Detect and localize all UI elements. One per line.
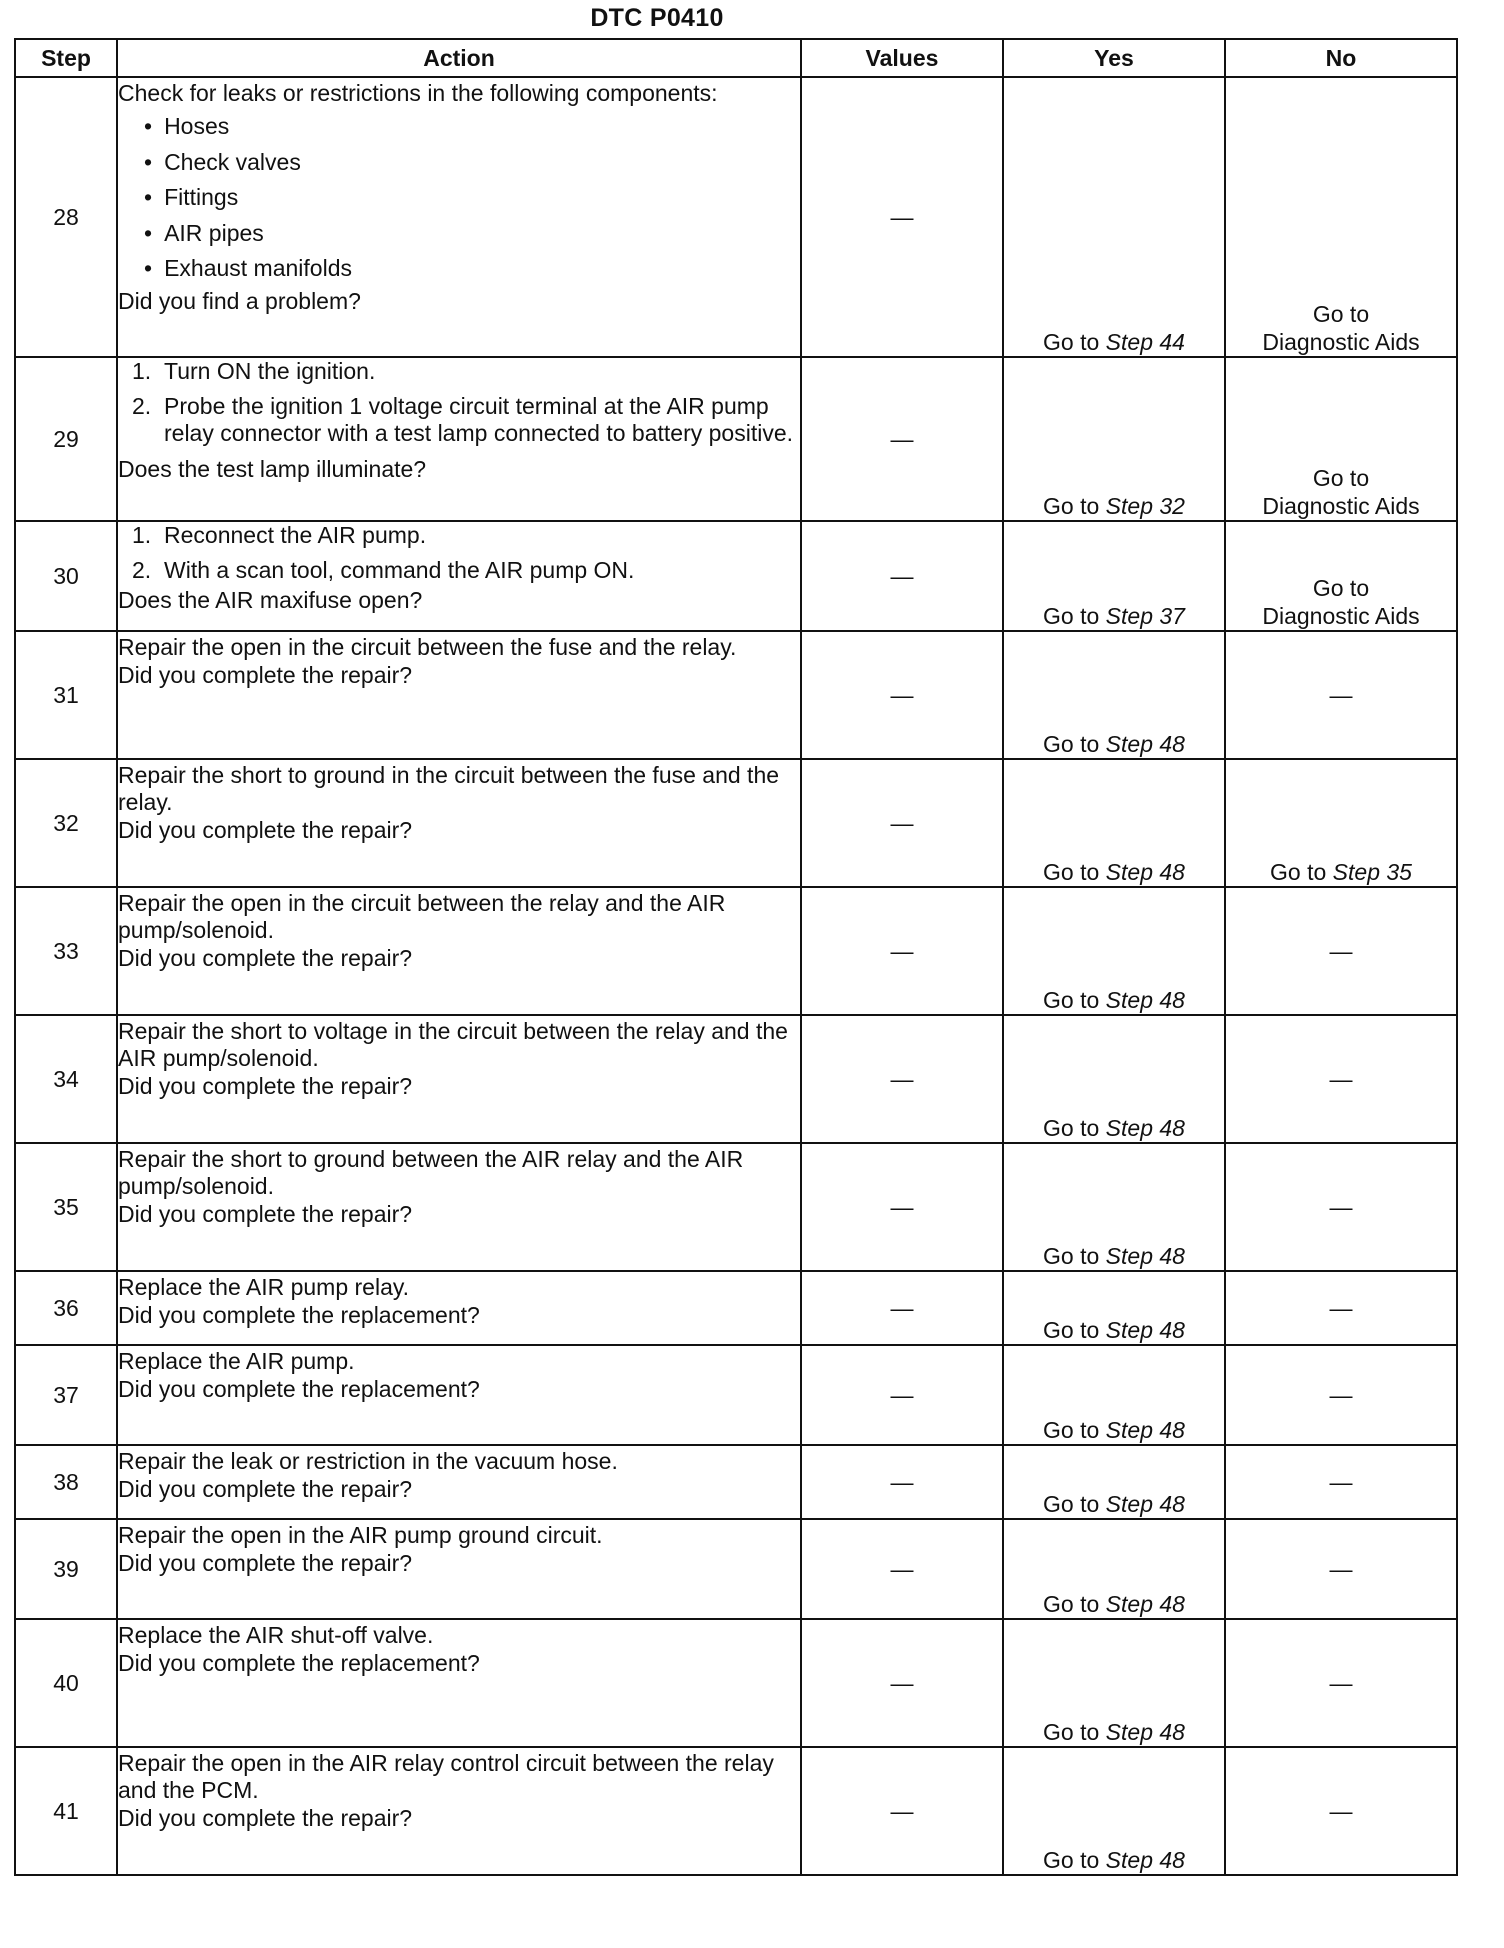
go-to-prefix: Go to bbox=[1043, 1591, 1100, 1617]
question-text: Did you complete the repair? bbox=[118, 1550, 413, 1576]
go-to-prefix: Go to bbox=[1043, 731, 1100, 757]
list-item: • Exhaust manifolds bbox=[144, 251, 800, 287]
step-number: 34 bbox=[15, 1015, 117, 1143]
table-row bbox=[15, 1747, 1457, 1875]
header-row bbox=[15, 39, 1457, 77]
list-item: 1. Reconnect the AIR pump. bbox=[132, 522, 427, 548]
no-cell: — bbox=[1225, 1519, 1457, 1619]
values-cell: — bbox=[801, 1445, 1003, 1519]
step-link[interactable]: Step 48 bbox=[1105, 1591, 1185, 1617]
go-to-prefix: Go to bbox=[1043, 493, 1100, 519]
table-row bbox=[15, 759, 1457, 887]
step-number: 33 bbox=[15, 887, 117, 1015]
question-text: Did you complete the repair? bbox=[118, 945, 413, 971]
no-cell: — bbox=[1225, 1445, 1457, 1519]
step-link[interactable]: Step 32 bbox=[1105, 493, 1185, 519]
list-item: • Fittings bbox=[144, 180, 800, 216]
action-cell bbox=[117, 77, 801, 357]
yes-cell bbox=[1003, 1519, 1225, 1619]
table-row bbox=[15, 1271, 1457, 1345]
step-number: 40 bbox=[15, 1619, 117, 1747]
yes-cell bbox=[1003, 1345, 1225, 1445]
table-row bbox=[15, 631, 1457, 759]
go-to-prefix: Go to bbox=[1043, 987, 1100, 1013]
values-cell: — bbox=[801, 521, 1003, 631]
go-to-prefix: Go to bbox=[1043, 1317, 1100, 1343]
table-row bbox=[15, 77, 1457, 357]
question-text: Did you complete the repair? bbox=[118, 1476, 413, 1502]
step-link[interactable]: Step 48 bbox=[1105, 1417, 1185, 1443]
no-cell: — bbox=[1225, 631, 1457, 759]
values-cell: — bbox=[801, 77, 1003, 357]
diagnostic-aids-link[interactable]: Go to Diagnostic Aids bbox=[1262, 575, 1420, 629]
yes-cell bbox=[1003, 1143, 1225, 1271]
question-text: Did you complete the repair? bbox=[118, 1805, 413, 1831]
action-text: Replace the AIR pump. bbox=[118, 1348, 355, 1374]
step-link[interactable]: Step 48 bbox=[1105, 859, 1185, 885]
action-text: Repair the open in the AIR relay control circuit between the relay and the PCM. bbox=[118, 1750, 774, 1803]
step-link[interactable]: Step 37 bbox=[1105, 603, 1185, 629]
column-header-step: Step bbox=[15, 39, 117, 77]
go-to-prefix: Go to bbox=[1043, 1115, 1100, 1141]
action-cell bbox=[117, 631, 801, 759]
step-link[interactable]: Step 48 bbox=[1105, 987, 1185, 1013]
action-cell bbox=[117, 759, 801, 887]
table-row bbox=[15, 357, 1457, 521]
action-cell bbox=[117, 1619, 801, 1747]
step-number: 30 bbox=[15, 521, 117, 631]
no-cell bbox=[1225, 357, 1457, 521]
step-number: 38 bbox=[15, 1445, 117, 1519]
list-item: 2. Probe the ignition 1 voltage circuit terminal at the AIR pump relay connector with a test lamp connected to battery positive. bbox=[132, 393, 793, 446]
question-text: Did you find a problem? bbox=[118, 287, 361, 314]
step-number: 37 bbox=[15, 1345, 117, 1445]
step-link[interactable]: Step 48 bbox=[1105, 1719, 1185, 1745]
yes-cell bbox=[1003, 357, 1225, 521]
table-row bbox=[15, 1445, 1457, 1519]
action-text: Repair the open in the AIR pump ground circuit. bbox=[118, 1522, 603, 1548]
column-header-values: Values bbox=[801, 39, 1003, 77]
no-cell: — bbox=[1225, 1345, 1457, 1445]
step-number: 41 bbox=[15, 1747, 117, 1875]
step-link[interactable]: Step 48 bbox=[1105, 1115, 1185, 1141]
go-to-prefix: Go to bbox=[1270, 859, 1327, 885]
list-item: • Hoses bbox=[144, 109, 800, 145]
list-item: 2. With a scan tool, command the AIR pump ON. bbox=[132, 557, 635, 583]
action-cell bbox=[117, 1345, 801, 1445]
column-header-no: No bbox=[1225, 39, 1457, 77]
no-cell: — bbox=[1225, 887, 1457, 1015]
action-cell bbox=[117, 1271, 801, 1345]
action-text: Replace the AIR pump relay. bbox=[118, 1274, 410, 1300]
yes-cell bbox=[1003, 631, 1225, 759]
values-cell: — bbox=[801, 1143, 1003, 1271]
yes-cell bbox=[1003, 759, 1225, 887]
action-cell bbox=[117, 357, 801, 521]
yes-cell bbox=[1003, 1445, 1225, 1519]
no-cell: — bbox=[1225, 1015, 1457, 1143]
go-to-prefix: Go to bbox=[1043, 859, 1100, 885]
action-text: Repair the open in the circuit between the fuse and the relay. bbox=[118, 634, 737, 660]
yes-cell bbox=[1003, 1271, 1225, 1345]
values-cell: — bbox=[801, 1619, 1003, 1747]
no-cell bbox=[1225, 521, 1457, 631]
step-number: 28 bbox=[15, 77, 117, 357]
question-text: Did you complete the repair? bbox=[118, 817, 413, 843]
question-text: Does the AIR maxifuse open? bbox=[118, 587, 423, 613]
question-text: Does the test lamp illuminate? bbox=[118, 456, 427, 482]
list-item: • AIR pipes bbox=[144, 216, 800, 252]
table-row bbox=[15, 1345, 1457, 1445]
list-item: 1. Turn ON the ignition. bbox=[132, 358, 376, 384]
step-link[interactable]: Step 48 bbox=[1105, 1491, 1185, 1517]
table-row bbox=[15, 1015, 1457, 1143]
diagnostic-aids-link[interactable]: Go to Diagnostic Aids bbox=[1262, 301, 1420, 355]
go-to-prefix: Go to bbox=[1043, 1417, 1100, 1443]
values-cell: — bbox=[801, 631, 1003, 759]
table-row bbox=[15, 1619, 1457, 1747]
question-text: Did you complete the replacement? bbox=[118, 1650, 480, 1676]
diagnostic-aids-link[interactable]: Go to Diagnostic Aids bbox=[1262, 465, 1420, 519]
go-to-prefix: Go to bbox=[1043, 1243, 1100, 1269]
component-list bbox=[118, 109, 800, 287]
question-text: Did you complete the repair? bbox=[118, 1073, 413, 1099]
action-text: Repair the leak or restriction in the vacuum hose. bbox=[118, 1448, 618, 1474]
action-cell bbox=[117, 1015, 801, 1143]
table-row bbox=[15, 1519, 1457, 1619]
action-text: Repair the short to voltage in the circuit between the relay and the AIR pump/solenoid. bbox=[118, 1018, 788, 1071]
action-text: Check for leaks or restrictions in the following components: bbox=[118, 80, 718, 106]
go-to-prefix: Go to bbox=[1043, 1847, 1100, 1873]
values-cell: — bbox=[801, 1345, 1003, 1445]
step-number: 36 bbox=[15, 1271, 117, 1345]
step-link[interactable]: Step 48 bbox=[1105, 1317, 1185, 1343]
table-row bbox=[15, 887, 1457, 1015]
question-text: Did you complete the repair? bbox=[118, 662, 413, 688]
yes-cell bbox=[1003, 77, 1225, 357]
action-text: Repair the open in the circuit between the relay and the AIR pump/solenoid. bbox=[118, 890, 726, 943]
go-to-prefix: Go to bbox=[1043, 603, 1100, 629]
values-cell: — bbox=[801, 1747, 1003, 1875]
action-text: Repair the short to ground in the circuit between the fuse and the relay. bbox=[118, 762, 780, 815]
yes-cell bbox=[1003, 1015, 1225, 1143]
step-number: 29 bbox=[15, 357, 117, 521]
values-cell: — bbox=[801, 1271, 1003, 1345]
procedure-list bbox=[118, 522, 800, 586]
values-cell: — bbox=[801, 1015, 1003, 1143]
table-row bbox=[15, 1143, 1457, 1271]
go-to-prefix: Go to bbox=[1043, 1491, 1100, 1517]
step-link[interactable]: Step 48 bbox=[1105, 1847, 1185, 1873]
go-to-prefix: Go to bbox=[1043, 329, 1100, 355]
action-cell bbox=[117, 1143, 801, 1271]
no-cell: — bbox=[1225, 1143, 1457, 1271]
action-cell bbox=[117, 1445, 801, 1519]
action-cell bbox=[117, 521, 801, 631]
action-cell bbox=[117, 1519, 801, 1619]
page-title: DTC P0410 bbox=[590, 4, 724, 32]
step-number: 31 bbox=[15, 631, 117, 759]
yes-cell bbox=[1003, 1747, 1225, 1875]
step-link[interactable]: Step 35 bbox=[1332, 859, 1412, 885]
step-link[interactable]: Step 44 bbox=[1105, 329, 1185, 355]
yes-cell bbox=[1003, 1619, 1225, 1747]
values-cell: — bbox=[801, 759, 1003, 887]
no-cell: — bbox=[1225, 1271, 1457, 1345]
column-header-yes: Yes bbox=[1003, 39, 1225, 77]
step-number: 35 bbox=[15, 1143, 117, 1271]
values-cell: — bbox=[801, 357, 1003, 521]
step-link[interactable]: Step 48 bbox=[1105, 731, 1185, 757]
action-text: Repair the short to ground between the AIR relay and the AIR pump/solenoid. bbox=[118, 1146, 744, 1199]
no-cell: — bbox=[1225, 1619, 1457, 1747]
no-cell bbox=[1225, 759, 1457, 887]
step-number: 32 bbox=[15, 759, 117, 887]
action-text: Replace the AIR shut-off valve. bbox=[118, 1622, 434, 1648]
go-to-prefix: Go to bbox=[1043, 1719, 1100, 1745]
question-text: Did you complete the repair? bbox=[118, 1201, 413, 1227]
diagnostic-table bbox=[14, 38, 1458, 1876]
yes-cell bbox=[1003, 521, 1225, 631]
table-row bbox=[15, 521, 1457, 631]
no-cell bbox=[1225, 77, 1457, 357]
step-link[interactable]: Step 48 bbox=[1105, 1243, 1185, 1269]
question-text: Did you complete the replacement? bbox=[118, 1302, 480, 1328]
values-cell: — bbox=[801, 887, 1003, 1015]
no-cell: — bbox=[1225, 1747, 1457, 1875]
action-cell bbox=[117, 1747, 801, 1875]
question-text: Did you complete the replacement? bbox=[118, 1376, 480, 1402]
column-header-action: Action bbox=[117, 39, 801, 77]
step-number: 39 bbox=[15, 1519, 117, 1619]
yes-cell bbox=[1003, 887, 1225, 1015]
list-item: • Check valves bbox=[144, 145, 800, 181]
values-cell: — bbox=[801, 1519, 1003, 1619]
action-cell bbox=[117, 887, 801, 1015]
procedure-list bbox=[118, 358, 800, 455]
